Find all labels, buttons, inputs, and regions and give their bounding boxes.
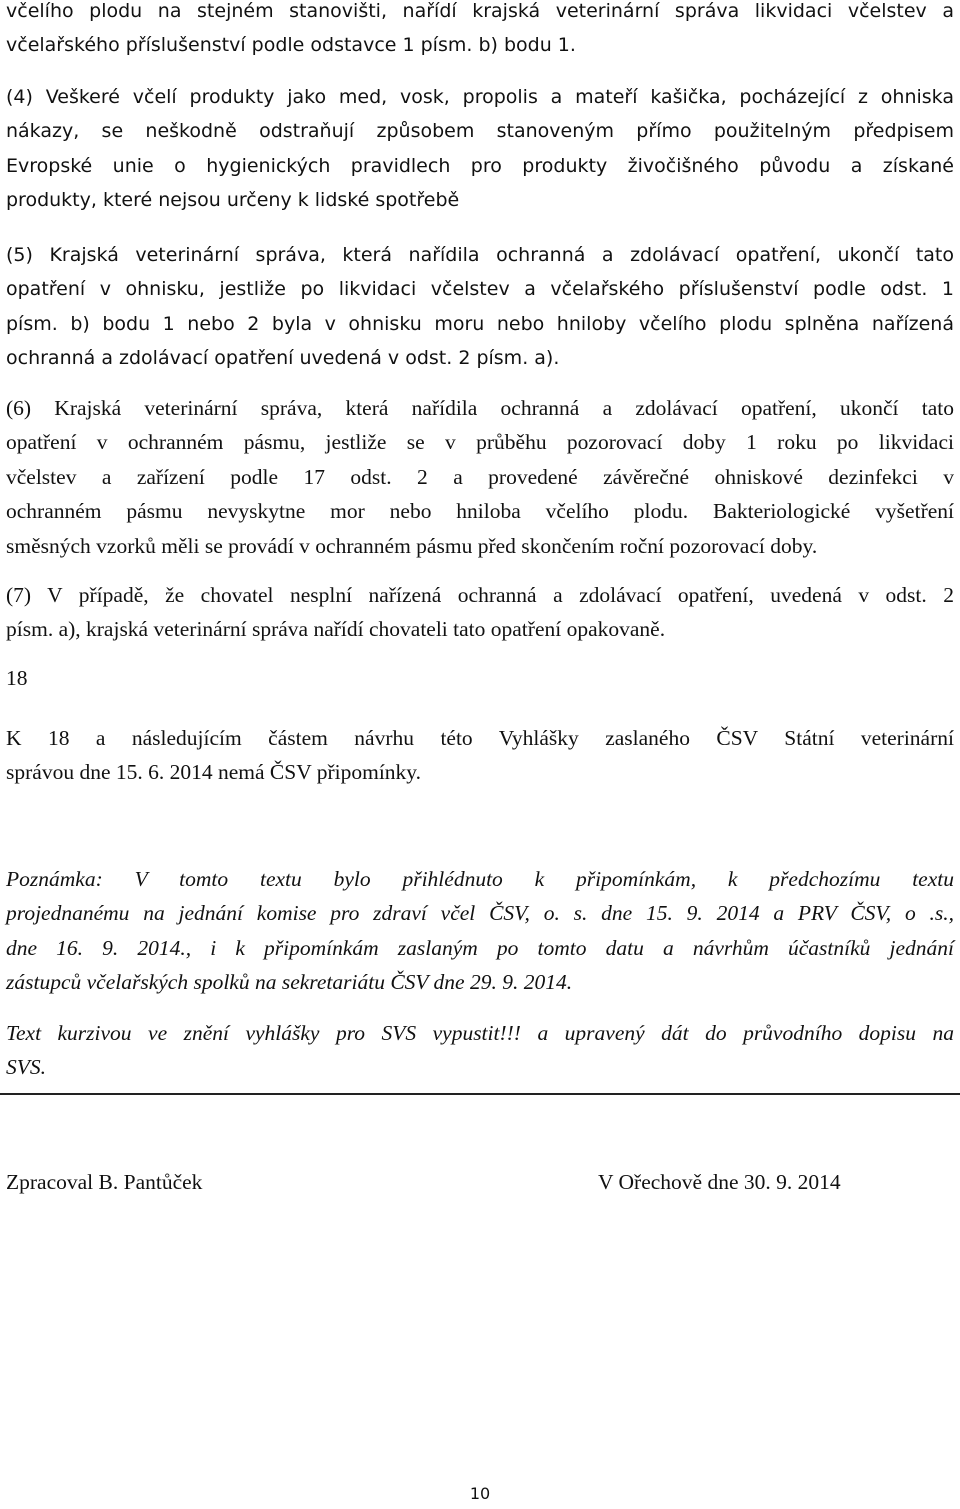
text-line: včelího plodu na stejném stanovišti, nařídí krajská veterinární správa likvidaci včelstev a bbox=[6, 0, 954, 22]
text-line: produkty, které nejsou určeny k lidské spotřebě bbox=[6, 189, 460, 212]
text-line: ochranném pásmu nevyskytne mor nebo hniloba včelího plodu. Bakteriologické vyšetření bbox=[6, 499, 954, 524]
text-line: zástupců včelařských spolků na sekretariátu ČSV dne 29. 9. 2014. bbox=[6, 970, 573, 995]
text-line: ochranná a zdolávací opatření uvedená v odst. 2 písm. a). bbox=[6, 347, 560, 370]
text-line: nákazy, se neškodně odstraňují způsobem stanoveným přímo použitelným předpisem bbox=[6, 120, 954, 143]
text-line: SVS. bbox=[6, 1055, 47, 1080]
text-line: směsných vzorků měli se provádí v ochranném pásmu před skončením roční pozorovací doby. bbox=[6, 533, 818, 558]
text-line: včelstev a zařízení podle 17 odst. 2 a provedené závěrečné ohniskové dezinfekci v bbox=[6, 464, 954, 489]
text-line: Evropské unie o hygienických pravidlech pro produkty živočišného původu a získané bbox=[6, 154, 954, 177]
text-line: písm. a), krajská veterinární správa nařídí chovateli tato opatření opakovaně. bbox=[6, 617, 666, 642]
text-line: písm. b) bodu 1 nebo 2 byla v ohnisku moru nebo hniloby včelího plodu splněna nařízená bbox=[6, 312, 954, 335]
text-line: správou dne 15. 6. 2014 nemá ČSV připomínky. bbox=[6, 760, 422, 785]
text-line: projednanému na jednání komise pro zdraví včel ČSV, o. s. dne 15. 9. 2014 a PRV ČSV, o .s., bbox=[6, 901, 954, 926]
text-line: opatření v ochranném pásmu, jestliže se v průběhu pozorovací doby 1 roku po likvidaci bbox=[6, 430, 954, 455]
prepared-by: Zpracoval B. Pantůček bbox=[6, 1170, 203, 1194]
text-line: opatření v ohnisku, jestliže po likvidaci včelstev a včelařského příslušenství podle odst. 1 bbox=[6, 278, 954, 301]
paragraph-6 bbox=[6, 391, 954, 563]
note-text: V tomto textu bylo přihlédnuto k připomínkám, k předchozímu textu bbox=[102, 867, 954, 891]
note-paragraph bbox=[6, 862, 954, 1000]
text-line: dne 16. 9. 2014., i k připomínkám zaslaným po tomto datu a návrhům účastníků jednání bbox=[6, 935, 954, 960]
text-line: (5) Krajská veterinární správa, která nařídila ochranná a zdolávací opatření, ukončí tato bbox=[6, 244, 954, 266]
comment-paragraph bbox=[6, 721, 954, 790]
page-number: 10 bbox=[469, 1484, 491, 1503]
instruction-normal: a upravený dát do průvodního dopisu na bbox=[520, 1021, 954, 1045]
text-line: včelařského příslušenství podle odstavce 1 písm. b) bodu 1. bbox=[6, 34, 576, 57]
instruction-paragraph bbox=[6, 1016, 954, 1085]
paragraph-4 bbox=[6, 80, 954, 218]
horizontal-rule bbox=[0, 1093, 960, 1095]
paragraph-5 bbox=[6, 238, 954, 376]
text-line: (7) V případě, že chovatel nesplní nařízená ochranná a zdolávací opatření, uvedená v odst. 2 bbox=[6, 583, 954, 607]
note-label: Poznámka: bbox=[6, 867, 103, 891]
section-heading: 18 bbox=[6, 666, 28, 690]
text-line bbox=[6, 862, 954, 896]
text-line: (6) Krajská veterinární správa, která nařídila ochranná a zdolávací opatření, ukončí tato bbox=[6, 396, 954, 420]
text-line bbox=[6, 1016, 954, 1050]
instruction-italic: Text kurzivou ve znění vyhlášky pro SVS vypustit!!! bbox=[6, 1021, 521, 1045]
paragraph-7 bbox=[6, 578, 954, 647]
top-fragment bbox=[6, 0, 954, 63]
text-line: (4) Veškeré včelí produkty jako med, vosk, propolis a mateří kašička, pocházející z ohniska bbox=[6, 86, 954, 108]
place-date: V Ořechově dne 30. 9. 2014 bbox=[598, 1170, 841, 1194]
text-line: K 18 a následujícím částem návrhu této Vyhlášky zaslaného ČSV Státní veterinární bbox=[6, 726, 954, 750]
